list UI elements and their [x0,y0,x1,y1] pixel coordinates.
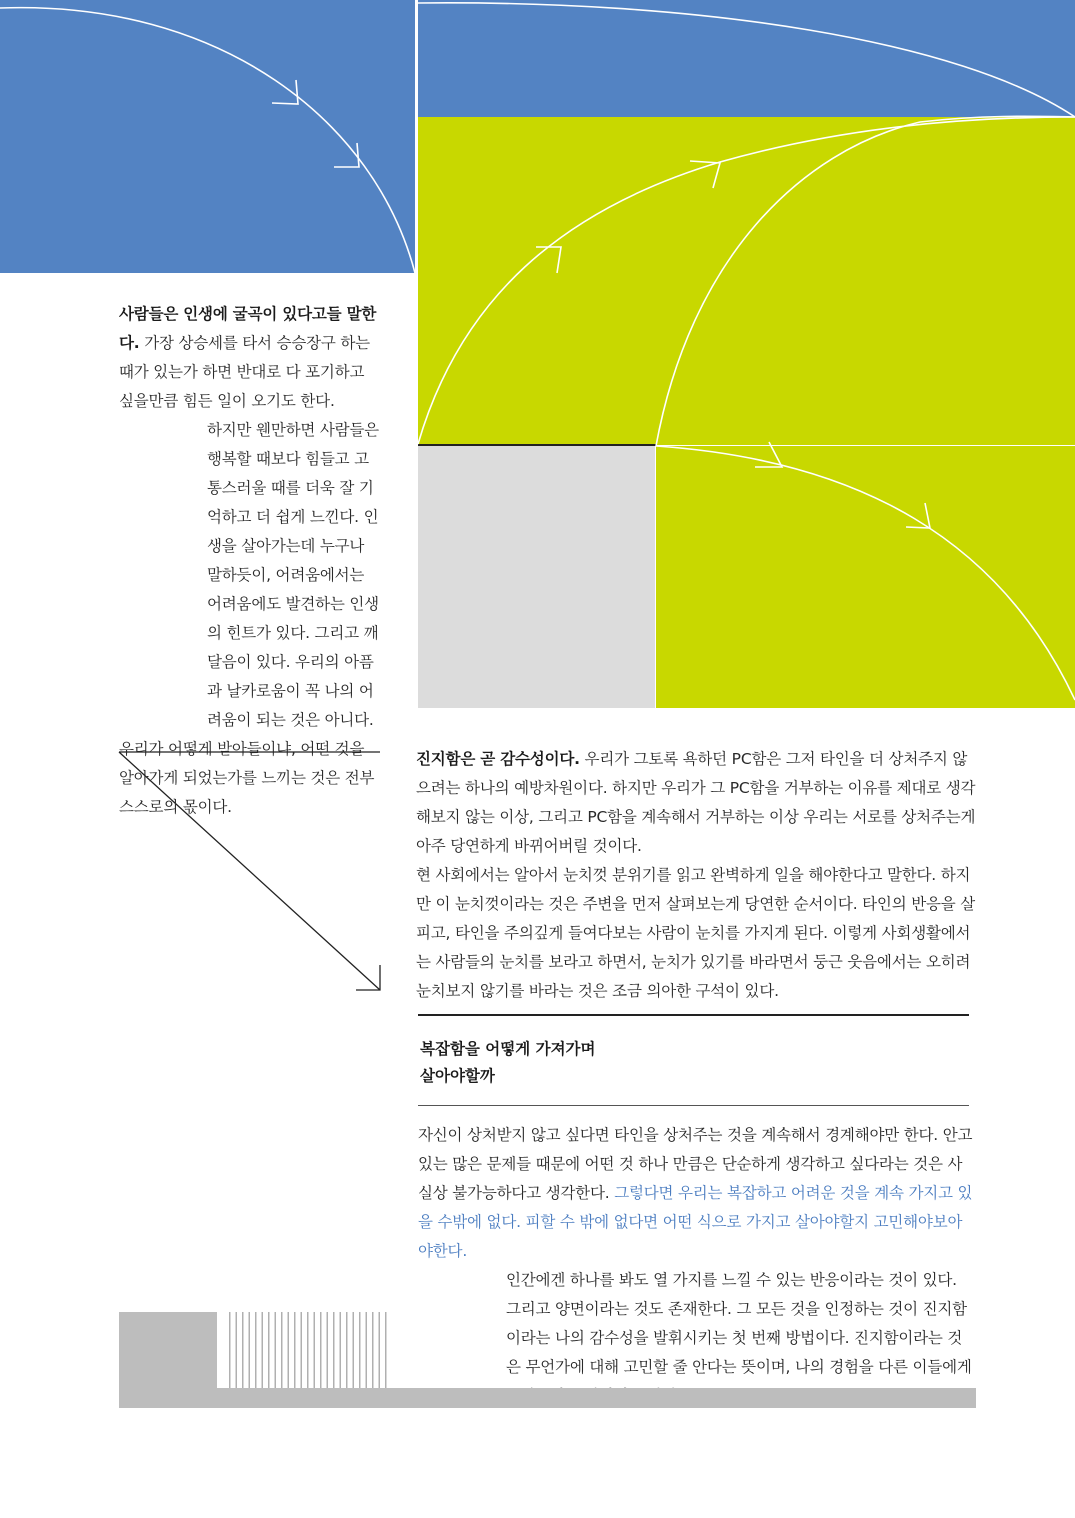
section2-bottom-rule [418,1105,969,1106]
section1-paragraph-1 [416,745,976,861]
section2-heading-line2: 살아야할까 [420,1067,495,1085]
intro-paragraph-1 [119,300,381,416]
section2-p1-start: 자신이 상처받지 않고 싶다면 타인을 상처주는 것을 계속해서 경계해야만 한다. 안고 있는 많은 문제들 때문에 어떤 것 하나 만큼은 단순하게 생각하고 싶다라는 것은 사실상 불가능하다고 생각한다. [418,1126,973,1202]
section2-text [418,1121,974,1411]
intro-paragraph-3: 우리가 어떻게 받아들이냐, 어떤 것을 알아가게 되었는가를 느끼는 것은 전부 스스로의 몫이다. [119,740,375,816]
section2-paragraph-2: 인간에겐 하나를 봐도 열 가지를 느낄 수 있는 반응이라는 것이 있다. 그리고 양면이라는 것도 존재한다. 그 모든 것을 인정하는 것이 진지함이라는 나의 감수성을 발휘시키는 첫 번째 방법이다. 진지함이라는 것은 무언가에 대해 고민할 줄 안다는 뜻이며, 나의 경험을 다른 이들에게 [506,1271,972,1376]
intro-lead: 사람들은 인생에 굴곡이 있다고들 말한다. [119,305,377,352]
intro-paragraph-2: 하지만 웬만하면 사람들은 행복할 때보다 힘들고 고통스러울 때를 더욱 잘 기억하고 더 쉽게 느낀다. 인생을 살아가는데 누구나 말하듯이, 어려움에서는 어려움에도 발견하는 인생의 힌트가 있다. 그리고 깨달음이 있다. 우리의 아픔과 날카로움이 꼭 나의 어려움이 되는 것은 아니다. [207,421,379,729]
section1-text [416,745,976,1006]
section2-heading [420,1036,820,1090]
section2-paragraph-1 [418,1121,974,1266]
bottom-grey-bar [119,1388,976,1408]
section1-lead: 진지함은 곧 감수성이다. [416,750,580,768]
section2-heading-line1: 복잡함을 어떻게 가져가며 [420,1040,596,1058]
section1-p1-rest: 우리가 그토록 욕하던 PC함은 그저 타인을 더 상처주지 않으려는 하나의 예방차원이다. 하지만 우리가 그 PC함을 거부하는 이유를 제대로 생각해보지 않는 이상, 그리고 PC함을 계속해서 거부하는 이상 우리는 서로를 상처주는게 아주 당연하게 바뀌어버릴 것이다. [416,750,976,855]
section2-p1-highlight: 그렇다면 우리는 복잡하고 어려운 것을 계속 가지고 있을 수밖에 없다. 피할 수 밖에 없다면 어떤 식으로 가지고 살아야할지 고민해야보아야한다. [418,1184,973,1260]
section1-paragraph-2: 현 사회에서는 알아서 눈치껏 분위기를 읽고 완벽하게 일을 해야한다고 말한다. 하지만 이 눈치껏이라는 것은 주변을 먼저 살펴보는게 당연한 순서이다. 타인의 반응을 살피고, 타인을 주의깊게 들여다보는 사람이 눈치를 가지게 된다. 이렇게 사회생활에서는 사람들의 눈치를 보라고 하면서, 눈치가 있기를 바라면서 둥근 웃음에서는 오히려 눈치보지 않기를 바라는 것은 조금 의아한 구석이 있다. [416,866,976,1000]
intro-p1-rest: 가장 상승세를 타서 승승장구 하는 때가 있는가 하면 반대로 다 포기하고 싶을만큼 힘든 일이 오기도 한다. [119,334,370,410]
bottom-stripes [224,1312,388,1388]
intro-text [119,300,381,822]
section2-top-rule [418,1014,969,1016]
